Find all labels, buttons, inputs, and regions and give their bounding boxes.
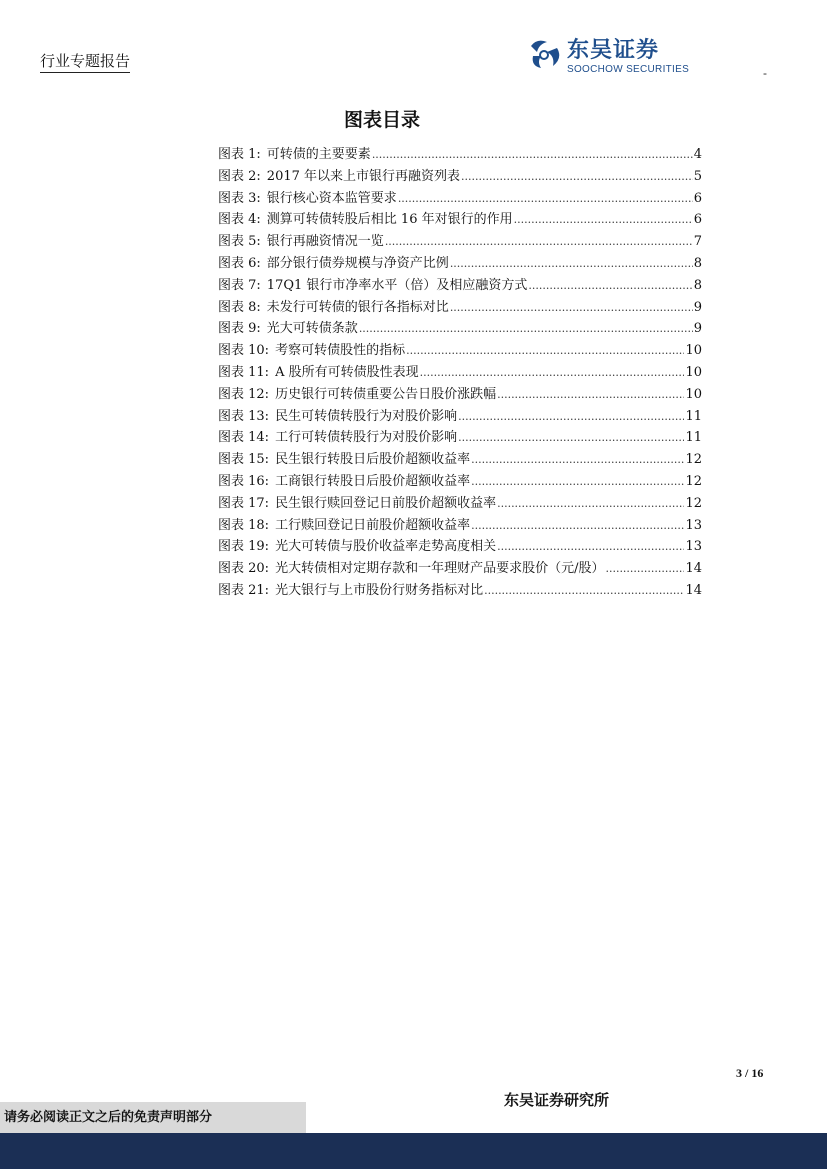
footer-institute-name: 东吴证券研究所 [504, 1091, 610, 1109]
toc-entry-text: 2017 年以来上市银行再融资列表 [266, 168, 461, 184]
toc-entry[interactable] [218, 558, 702, 580]
toc-entry[interactable] [218, 144, 702, 166]
toc-entry-text: 民生银行转股日后股价超额收益率 [275, 452, 471, 468]
toc-dot-leader [471, 515, 684, 537]
toc-entry-page: 9 [693, 299, 702, 315]
toc-entry-page: 13 [685, 517, 702, 533]
toc-entry-text: 光大可转债条款 [266, 321, 358, 337]
page-number: 3 / 16 [736, 1066, 764, 1080]
toc-entry-text: 银行再融资情况一览 [266, 234, 384, 250]
toc-entry-page: 12 [685, 495, 702, 511]
toc-entry-page: 8 [693, 255, 702, 271]
toc-entry[interactable] [218, 515, 702, 537]
toc-entry-page: 8 [693, 277, 702, 293]
company-logo [527, 38, 697, 76]
corner-mark: - [763, 66, 767, 80]
toc-entry-text: 工行可转债转股行为对股价影响 [275, 430, 458, 446]
toc-entry-label: 图表 2: [218, 168, 261, 184]
toc-entry-label: 图表 1: [218, 147, 261, 162]
toc-title: 图表目录 [343, 109, 420, 131]
toc-dot-leader [420, 362, 685, 384]
toc-entry-label: 图表 4: [218, 212, 261, 228]
toc-entry-page: 12 [685, 452, 702, 468]
toc-entry-text: 未发行可转债的银行各指标对比 [266, 299, 449, 315]
toc-entry-label: 图表 17: [218, 495, 270, 511]
figure-toc-list [218, 144, 702, 602]
toc-entry-text: 17Q1 银行市净率水平（倍）及相应融资方式 [266, 277, 528, 293]
toc-entry-page: 6 [693, 190, 702, 206]
toc-entry-text: 考察可转债股性的指标 [275, 343, 406, 359]
logo-text-en: SOOCHOW SECURITIES [567, 64, 690, 75]
toc-entry[interactable] [218, 493, 702, 515]
report-type-label: 行业专题报告 [40, 51, 130, 73]
toc-entry[interactable] [218, 427, 702, 449]
toc-entry-label: 图表 9: [218, 321, 261, 337]
toc-dot-leader [514, 209, 693, 231]
toc-entry-page: 12 [685, 473, 702, 489]
toc-entry-page: 4 [693, 147, 702, 162]
toc-dot-leader [450, 253, 693, 275]
toc-entry-page: 9 [693, 321, 702, 337]
toc-entry-label: 图表 11: [218, 364, 270, 380]
toc-entry-page: 6 [693, 212, 702, 228]
toc-entry-label: 图表 8: [218, 299, 261, 315]
toc-entry[interactable] [218, 580, 702, 602]
toc-entry-label: 图表 21: [218, 582, 270, 598]
toc-entry[interactable] [218, 362, 702, 384]
toc-dot-leader [497, 536, 684, 558]
toc-entry[interactable] [218, 449, 702, 471]
toc-entry-label: 图表 14: [218, 430, 270, 446]
toc-entry-text: 工商银行转股日后股价超额收益率 [275, 473, 471, 489]
toc-entry[interactable] [218, 231, 702, 253]
toc-entry-label: 图表 3: [218, 190, 261, 206]
disclaimer-text: 请务必阅读正文之后的免责声明部分 [4, 1110, 213, 1125]
toc-entry[interactable] [218, 536, 702, 558]
toc-dot-leader [497, 384, 684, 406]
toc-dot-leader [461, 166, 693, 188]
toc-entry-label: 图表 5: [218, 234, 261, 250]
toc-entry-label: 图表 20: [218, 561, 270, 577]
toc-entry-label: 图表 6: [218, 255, 261, 271]
logo-text-cn: 东吴证券 [567, 38, 660, 63]
toc-entry-text: 工行赎回登记日前股价超额收益率 [275, 517, 471, 533]
toc-entry-text: 民生可转债转股行为对股价影响 [275, 408, 458, 424]
toc-dot-leader [471, 471, 684, 493]
toc-dot-leader [484, 580, 684, 602]
toc-entry-page: 10 [685, 386, 702, 402]
toc-entry-text: A 股所有可转债股性表现 [275, 364, 419, 380]
toc-entry-label: 图表 18: [218, 517, 270, 533]
toc-dot-leader [359, 318, 693, 340]
toc-entry-label: 图表 7: [218, 277, 261, 293]
toc-dot-leader [458, 406, 684, 428]
toc-dot-leader [605, 558, 684, 580]
toc-entry[interactable] [218, 275, 702, 297]
toc-entry-text: 银行核心资本监管要求 [266, 190, 397, 206]
toc-dot-leader [385, 231, 693, 253]
toc-entry-page: 5 [693, 168, 702, 184]
toc-dot-leader [406, 340, 684, 362]
toc-dot-leader [372, 144, 693, 166]
toc-dot-leader [497, 493, 684, 515]
toc-entry[interactable] [218, 406, 702, 428]
toc-entry-page: 11 [685, 430, 702, 446]
toc-entry[interactable] [218, 318, 702, 340]
toc-entry-text: 光大转债相对定期存款和一年理财产品要求股价（元/股） [275, 561, 605, 577]
toc-entry-text: 可转债的主要要素 [266, 147, 371, 162]
toc-entry[interactable] [218, 209, 702, 231]
toc-entry[interactable] [218, 340, 702, 362]
toc-dot-leader [398, 188, 693, 210]
toc-entry-text: 历史银行可转债重要公告日股价涨跌幅 [275, 386, 497, 402]
toc-entry-text: 光大可转债与股价收益率走势高度相关 [275, 539, 497, 555]
toc-dot-leader [528, 275, 692, 297]
toc-entry-label: 图表 15: [218, 452, 270, 468]
toc-entry-text: 光大银行与上市股份行财务指标对比 [275, 582, 484, 598]
toc-entry-page: 10 [685, 343, 702, 359]
toc-entry[interactable] [218, 384, 702, 406]
toc-entry-label: 图表 12: [218, 386, 270, 402]
toc-entry-text: 测算可转债转股后相比 16 年对银行的作用 [266, 212, 513, 228]
toc-entry-label: 图表 10: [218, 343, 270, 359]
toc-entry[interactable] [218, 297, 702, 319]
footer-bar [0, 1133, 827, 1169]
toc-dot-leader [450, 297, 693, 319]
toc-entry[interactable] [218, 253, 702, 275]
toc-dot-leader [458, 427, 684, 449]
toc-entry-text: 部分银行债券规模与净资产比例 [266, 255, 449, 271]
toc-entry[interactable] [218, 188, 702, 210]
toc-entry-label: 图表 16: [218, 473, 270, 489]
toc-entry-label: 图表 13: [218, 408, 270, 424]
toc-dot-leader [471, 449, 684, 471]
toc-entry-label: 图表 19: [218, 539, 270, 555]
toc-entry-page: 10 [685, 364, 702, 380]
toc-entry-page: 11 [685, 408, 702, 424]
toc-entry-text: 民生银行赎回登记日前股价超额收益率 [275, 495, 497, 511]
toc-entry-page: 14 [685, 582, 702, 598]
soochow-logo-icon [527, 38, 561, 72]
toc-entry-page: 7 [693, 234, 702, 250]
toc-entry[interactable] [218, 471, 702, 493]
toc-entry-page: 13 [685, 539, 702, 555]
disclaimer-band [0, 1102, 306, 1133]
toc-entry-page: 14 [685, 561, 702, 577]
toc-entry[interactable] [218, 166, 702, 188]
